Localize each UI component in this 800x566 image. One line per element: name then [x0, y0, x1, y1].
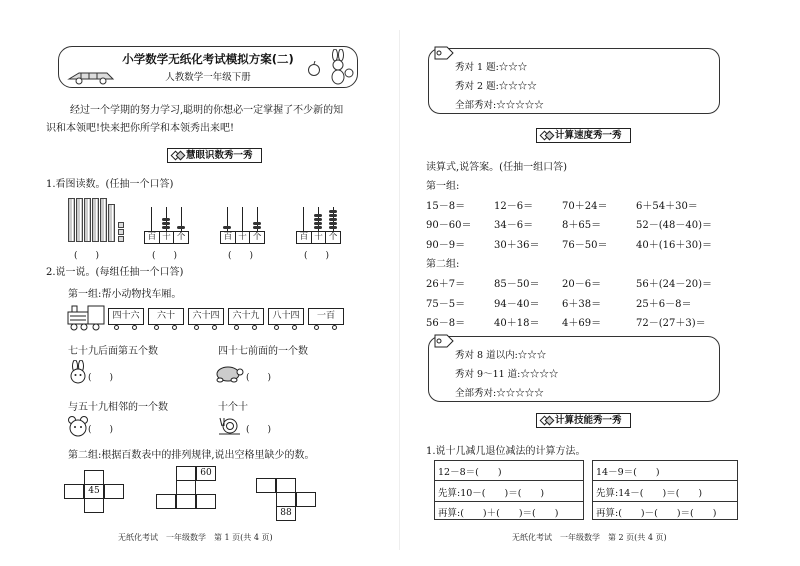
- subtraction-method-box-1: [434, 460, 584, 520]
- answer-blank: ( ): [88, 425, 114, 435]
- answer-blank: ( ): [74, 251, 100, 261]
- group-2-label: 第二组:: [426, 259, 460, 270]
- equation: 25＋6－8＝: [636, 299, 692, 310]
- rating-line: 全部秀对:☆☆☆☆☆: [455, 100, 544, 111]
- equation: 90－9＝: [426, 240, 466, 251]
- group-2-instruction: 第二组:根据百数表中的排列规律,说出空格里缺少的数。: [68, 450, 315, 461]
- rating-line: 秀对 1 题:☆☆☆: [455, 62, 528, 73]
- answer-blank: ( ): [152, 251, 178, 261]
- rating-line: 全部秀对:☆☆☆☆☆: [455, 388, 544, 399]
- snail-icon: [216, 414, 244, 438]
- given-number: 45: [84, 484, 104, 499]
- skill-question-title: 1.说十几减几退位减法的计算方法。: [426, 446, 586, 457]
- section-title-calc-speed: [536, 128, 631, 143]
- tag-icon: [433, 331, 455, 349]
- equation: 6＋54＋30＝: [636, 201, 698, 212]
- unit-cube: [118, 222, 124, 228]
- question-1-title: 1.看图读数。(任抽一个口答): [46, 179, 174, 190]
- stick-bundle: [68, 198, 75, 242]
- rating-box-2: [428, 336, 720, 402]
- equation: 20－6＝: [562, 279, 602, 290]
- abacus-place-labels: 百 十 个: [220, 231, 265, 244]
- first-step: 先算:10－( )＝( ): [438, 488, 545, 499]
- train-engine-icon: [66, 302, 108, 332]
- equation: 14－9＝( ): [596, 467, 660, 478]
- calc-instruction: 读算式,说答案。(任抽一组口答): [426, 162, 567, 173]
- bear-icon: [66, 414, 90, 438]
- section-title-number-recognition: [167, 148, 262, 163]
- page-title: 小学数学无纸化考试模拟方案(二): [122, 52, 294, 66]
- stick-bundle: [84, 198, 91, 242]
- given-number: 60: [196, 466, 216, 481]
- stick-bundle: [100, 198, 107, 242]
- equation: 85－50＝: [494, 279, 540, 290]
- prompt-4: 十个十: [218, 402, 248, 413]
- abacus-place-labels: 百 十 个: [296, 231, 341, 244]
- page-footer: 无纸化考试 一年级数学 第 2 页(共 4 页): [512, 533, 667, 542]
- prompt-2: 四十七前面的一个数: [218, 346, 308, 357]
- answer-blank: ( ): [228, 251, 254, 261]
- equation: 34－6＝: [494, 220, 534, 231]
- answer-blank: ( ): [88, 373, 114, 383]
- abacus-place-labels: 百 十 个: [144, 231, 189, 244]
- answer-blank: ( ): [246, 373, 272, 383]
- equation: 12－6＝: [494, 201, 534, 212]
- equation: 12－8＝( ): [438, 467, 502, 478]
- equation: 75－5＝: [426, 299, 466, 310]
- stick-bundle: [92, 198, 99, 242]
- stick-bundle: [76, 198, 83, 242]
- equation: 52－(48－40)＝: [636, 220, 712, 231]
- group-1-instruction: 第一组:帮小动物找车厢。: [68, 289, 182, 300]
- equation: 40＋(16＋30)＝: [636, 240, 712, 251]
- prompt-1: 七十九后面第五个数: [68, 346, 158, 357]
- turtle-icon: [214, 362, 244, 384]
- rabbit-icon: [66, 360, 90, 386]
- equation: 6＋38＝: [562, 299, 602, 310]
- equation: 30＋36＝: [494, 240, 540, 251]
- equation: 90－60＝: [426, 220, 472, 231]
- equation: 94－40＝: [494, 299, 540, 310]
- rating-line: 秀对 9～11 道:☆☆☆☆: [455, 369, 559, 380]
- answer-blank: ( ): [246, 425, 272, 435]
- equation: 15－8＝: [426, 201, 466, 212]
- section-title-text: 慧眼识数秀一秀: [186, 150, 253, 161]
- page-subtitle: 人教数学一年级下册: [165, 72, 251, 83]
- rating-line: 秀对 2 题:☆☆☆☆: [455, 81, 537, 92]
- rating-box-1: [428, 48, 720, 114]
- equation: 56－8＝: [426, 318, 466, 329]
- group-1-label: 第一组:: [426, 181, 460, 192]
- answer-blank: ( ): [304, 251, 330, 261]
- equation: 76－50＝: [562, 240, 608, 251]
- tag-icon: [433, 43, 455, 61]
- train-car: 六十: [148, 308, 184, 325]
- intro-line-2: 识和本领吧!快来把你所学和本领秀出来吧!: [46, 123, 235, 134]
- stick-bundle: [108, 204, 115, 242]
- equation: 56＋(24－20)＝: [636, 279, 712, 290]
- train-car: 六十九: [228, 308, 264, 325]
- train-car: 六十四: [188, 308, 224, 325]
- right-page: [400, 0, 800, 566]
- second-step: 再算:( )＋( )＝( ): [438, 508, 559, 519]
- title-banner: [58, 46, 358, 88]
- section-title-calc-skill: [536, 413, 631, 428]
- question-2-title: 2.说一说。(每组任抽一个口答): [46, 267, 184, 278]
- equation: 8＋65＝: [562, 220, 602, 231]
- given-number: 88: [276, 506, 296, 521]
- equation: 26＋7＝: [426, 279, 466, 290]
- equation: 40＋18＝: [494, 318, 540, 329]
- train-car: 四十六: [108, 308, 144, 325]
- page-footer: 无纸化考试 一年级数学 第 1 页(共 4 页): [118, 533, 273, 542]
- equation: 70＋24＝: [562, 201, 608, 212]
- equation: 72－(27＋3)＝: [636, 318, 706, 329]
- subtraction-method-box-2: [592, 460, 738, 520]
- prompt-3: 与五十九相邻的一个数: [68, 402, 168, 413]
- intro-line-1: 经过一个学期的努力学习,聪明的你想必一定掌握了不少新的知: [70, 105, 344, 116]
- equation: 4＋69＝: [562, 318, 602, 329]
- train-car: 一百: [308, 308, 344, 325]
- rating-line: 秀对 8 道以内:☆☆☆: [455, 350, 547, 361]
- section-title-text: 计算速度秀一秀: [555, 130, 622, 141]
- unit-cube: [118, 236, 124, 242]
- first-step: 先算:14－( )＝( ): [596, 488, 703, 499]
- section-title-text: 计算技能秀一秀: [555, 415, 622, 426]
- train-car: 八十四: [268, 308, 304, 325]
- second-step: 再算:( )－( )＝( ): [596, 508, 717, 519]
- diamond-icon: [176, 151, 186, 161]
- unit-cube: [118, 229, 124, 235]
